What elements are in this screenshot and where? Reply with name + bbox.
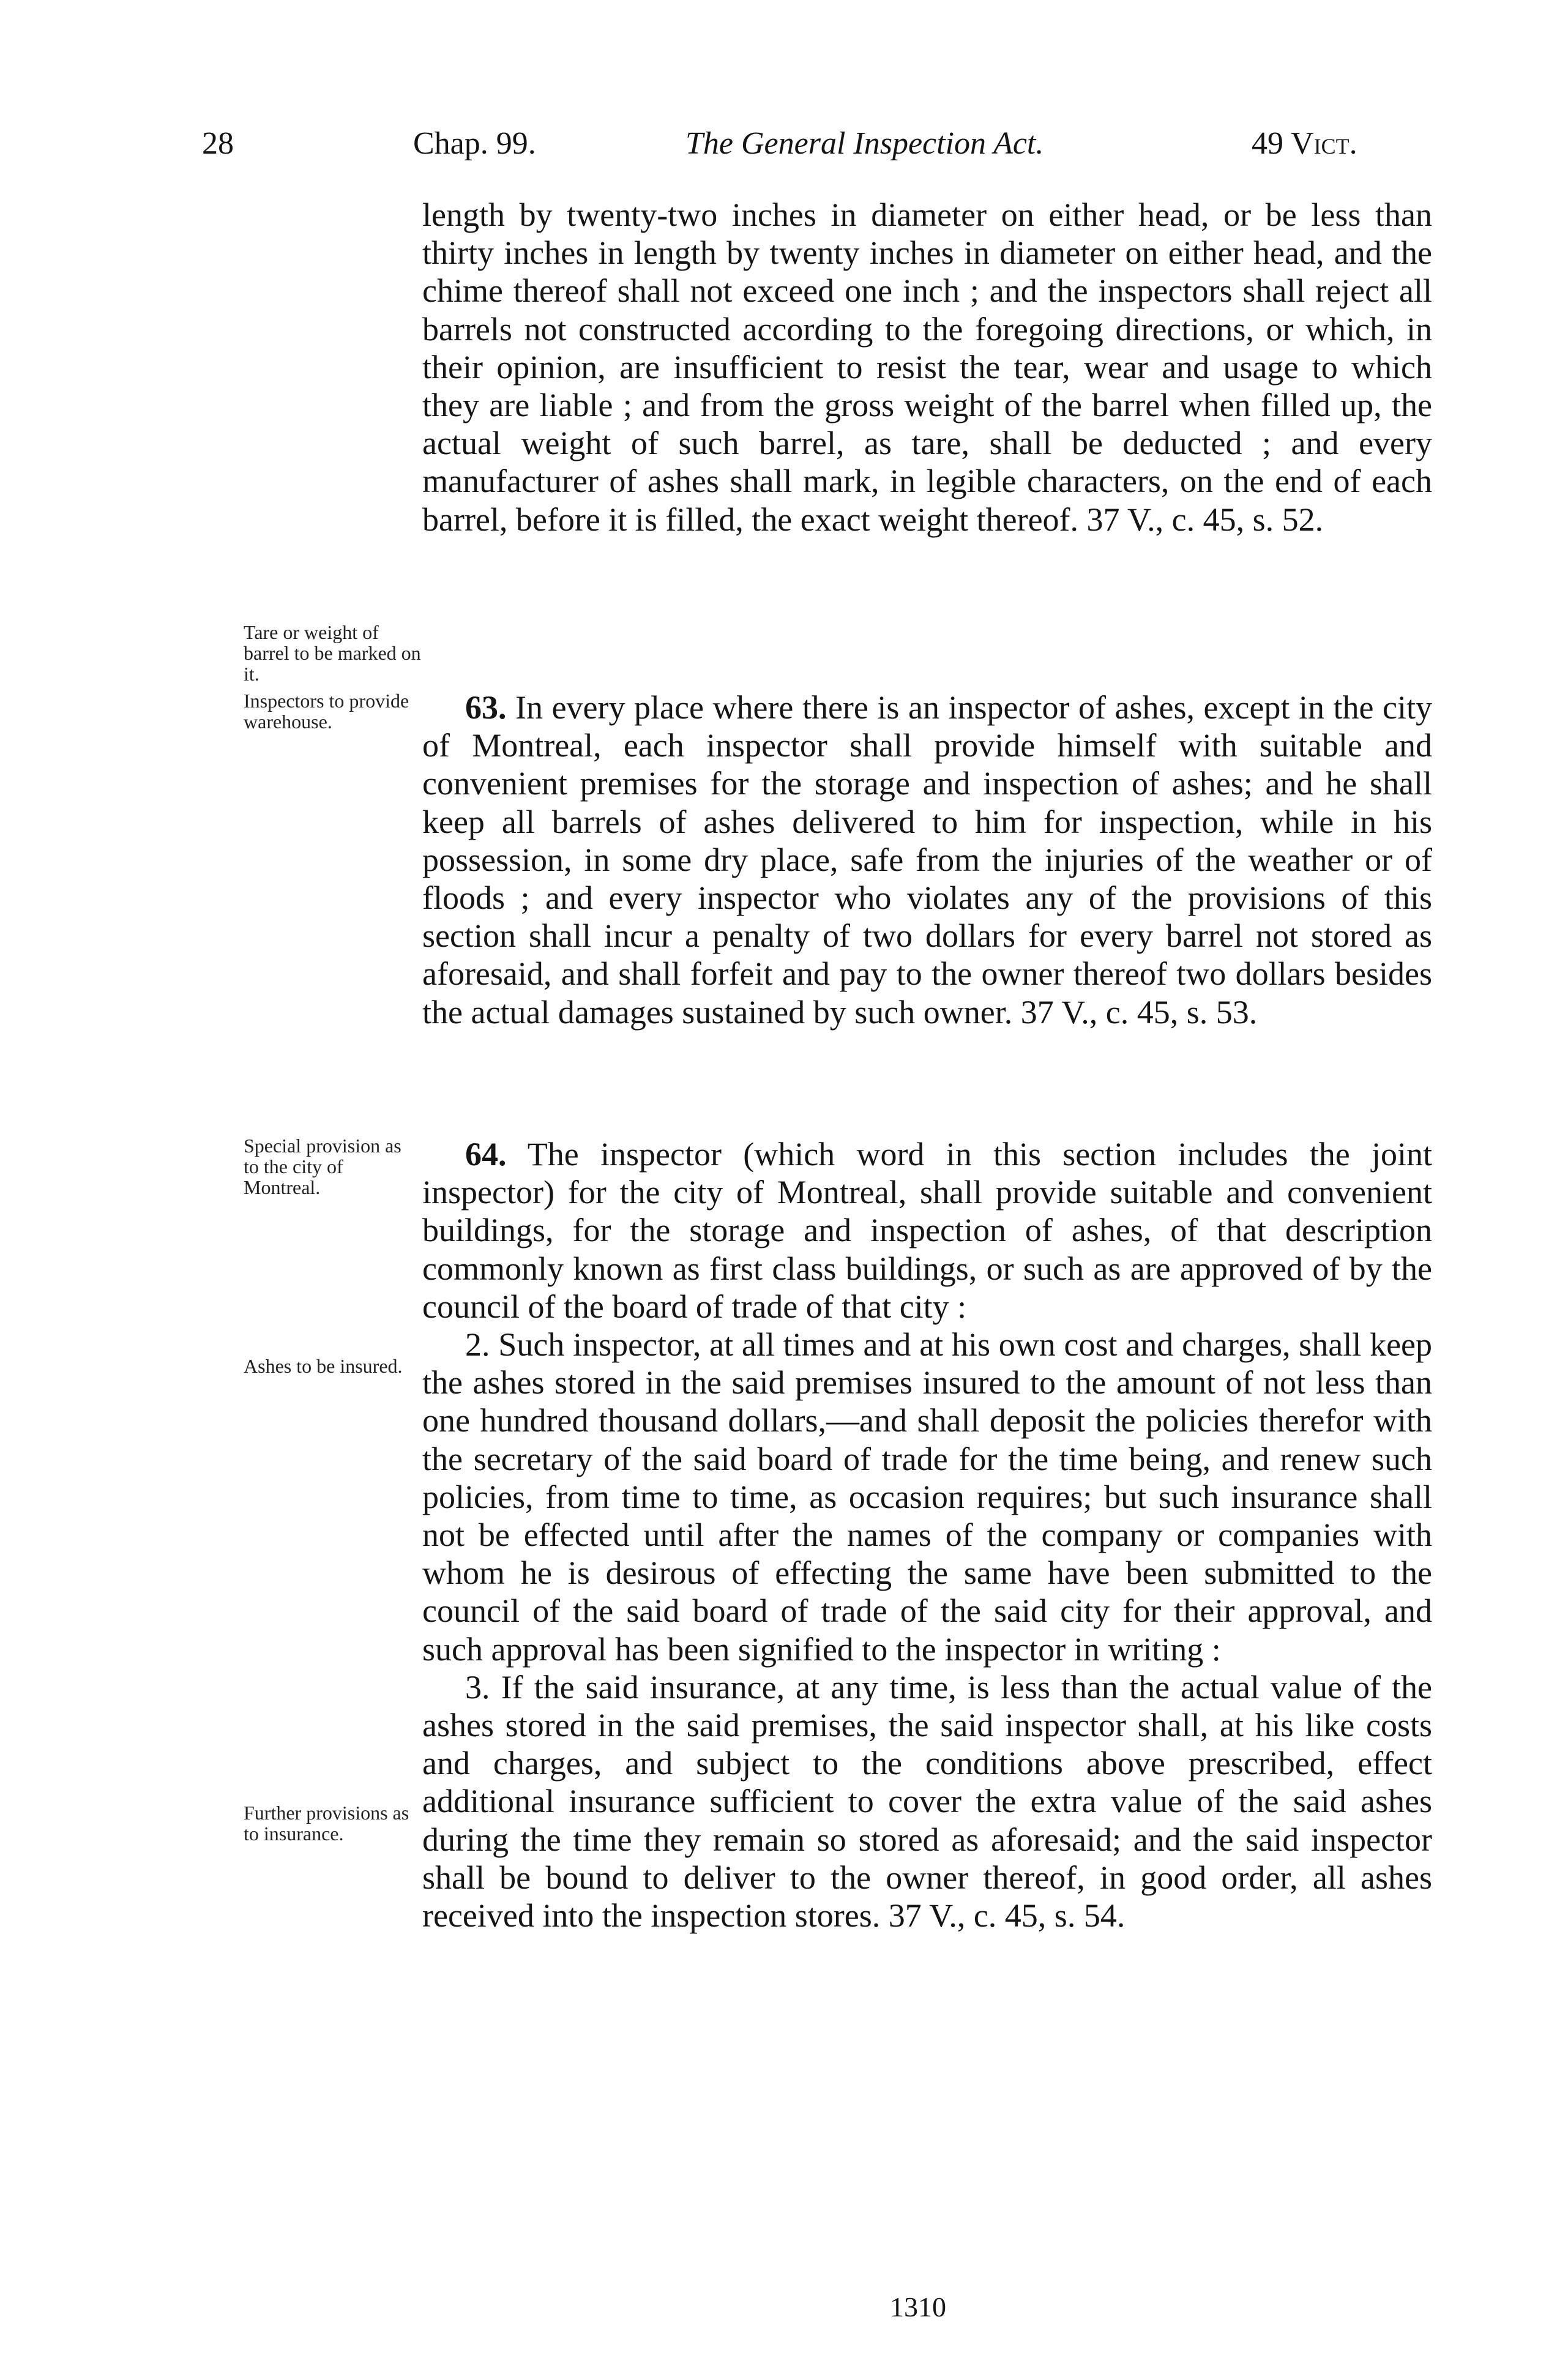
section-64-subsection-3: 3. If the said insurance, at any time, is less than the actual value of the ashes stored in the said premises, the said inspector shall, at his like costs and charges, and subject to the conditions above prescribed, effect additional insurance sufficient to cover the extra value of the said ashes during the time they remain so stored as aforesaid; and the said inspector shall be bound to deliver to the owner thereof, in good order, all ashes received into the inspection stores. 37 V., c. 45, s. 54. <box>422 1668 1432 1935</box>
sidenote-tare: Tare or weight of barrel to be marked on it. <box>244 621 421 685</box>
sidenote-further: Further provisions as to insurance. <box>244 1802 409 1845</box>
running-header <box>202 122 1432 165</box>
section-63-number: 63. <box>465 689 507 726</box>
section-62-continuation <box>422 196 1432 539</box>
section-63-text: In every place where there is an inspector of ashes, except in the city of Montreal, each inspector shall provide himself with suitable and convenient premises for the storage and inspection of ashes; and he shall keep all barrels of ashes delivered to him for inspection, while in his possession, in some dry place, safe from the injuries of the weather or of floods ; and every inspector who violates any of the provisions of this section shall incur a penalty of two dollars for every barrel not stored as aforesaid, and shall forfeit and pay to the owner thereof two dollars besides the actual damages sustained by such owner. 37 V., c. 45, s. 53. <box>422 689 1432 1031</box>
section-64-number: 64. <box>465 1136 507 1173</box>
regnal-year: 49 Vict. <box>1252 126 1357 161</box>
section-63 <box>422 688 1432 1031</box>
sidenote-montreal: Special provision as to the city of Montreal. <box>244 1135 401 1198</box>
folio-number: 1310 <box>890 2291 946 2323</box>
sidenote-insured: Ashes to be insured. <box>244 1355 403 1377</box>
section-64-paragraph <box>422 1135 1432 1326</box>
continuation-paragraph: length by twenty-two inches in diameter on either head, or be less than thirty inches in length by twenty inches in diameter on either head, and the chime thereof shall not exceed one inch ; and the inspectors shall reject all barrels not constructed according to the foregoing directions, or which, in their opinion, are insufficient to resist the tear, wear and usage to which they are liable ; and from the gross weight of the barrel when filled up, the actual weight of such barrel, as tare, shall be deducted ; and every manufacturer of ashes shall mark, in legible characters, on the end of each barrel, before it is filled, the exact weight thereof. 37 V., c. 45, s. 52. <box>422 196 1432 538</box>
act-title: The General Inspection Act. <box>685 126 1044 161</box>
section-63-paragraph <box>422 688 1432 1031</box>
section-64-subsection-2: 2. Such inspector, at all times and at his own cost and charges, shall keep the ashes stored in the said premises insured to the amount of not less than one hundred thousand dollars,—and shall deposit the policies therefor with the secretary of the said board of trade for the time being, and renew such policies, from time to time, as occasion requires; but such insurance shall not be effected until after the names of the company or companies with whom he is desirous of effecting the same have been submitted to the council of the said board of trade of the said city for their approval, and such approval has been signified to the inspector in writing : <box>422 1326 1432 1668</box>
page-number: 28 <box>202 126 234 161</box>
sidenote-warehouse: Inspectors to provide warehouse. <box>244 690 409 733</box>
section-64-text: The inspector (which word in this section includes the joint inspector) for the city of Montreal, shall provide suitable and convenient buildings, for the storage and inspection of ashes, of that description commonly known as first class buildings, or such as are approved of by the council of the board of trade of that city : <box>422 1136 1432 1325</box>
section-64 <box>422 1135 1432 1935</box>
chapter-label: Chap. 99. <box>413 126 536 161</box>
